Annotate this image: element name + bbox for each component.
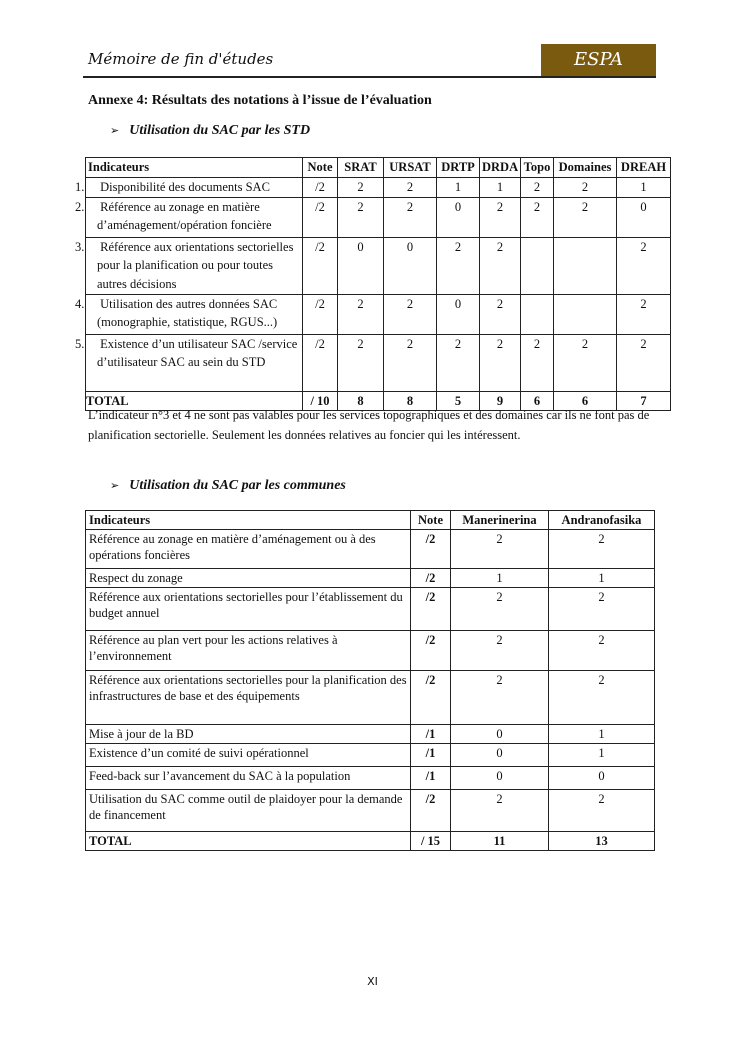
- score-cell: 1: [549, 725, 655, 744]
- score-cell: 2: [384, 294, 437, 334]
- score-cell: 5: [437, 391, 480, 411]
- item-number: 2.: [75, 199, 85, 214]
- score-cell: 2: [521, 334, 554, 391]
- score-cell: 2: [521, 197, 554, 237]
- score-cell: 2: [554, 177, 617, 197]
- table-header-row: [86, 158, 671, 178]
- score-cell: 2: [480, 334, 521, 391]
- score-cell: 0: [451, 744, 549, 767]
- score-cell: 2: [338, 177, 384, 197]
- table-header-row: [86, 511, 655, 530]
- arrow-bullet-icon: ➢: [110, 125, 120, 137]
- column-header: Note: [411, 511, 451, 530]
- indicator-label: Feed-back sur l’avancement du SAC à la population: [86, 767, 411, 790]
- score-cell: 2: [451, 790, 549, 832]
- note-cell: /1: [411, 767, 451, 790]
- table-row: [86, 790, 655, 832]
- column-header: SRAT: [338, 158, 384, 178]
- score-cell: 6: [521, 391, 554, 411]
- table-row: [86, 334, 671, 391]
- score-cell: 7: [617, 391, 671, 411]
- score-cell: 2: [480, 237, 521, 294]
- column-header: Note: [303, 158, 338, 178]
- table-row: [86, 197, 671, 237]
- indicator-label: Mise à jour de la BD: [86, 725, 411, 744]
- indicator-label: TOTAL: [86, 391, 303, 411]
- score-cell: 2: [451, 631, 549, 671]
- column-header: Topo: [521, 158, 554, 178]
- score-cell: 2: [384, 197, 437, 237]
- note-cell: /2: [303, 334, 338, 391]
- note-cell: /2: [303, 294, 338, 334]
- section2-heading-text: Utilisation du SAC par les communes: [129, 478, 346, 493]
- score-cell: 2: [549, 671, 655, 725]
- indicator-label: TOTAL: [86, 832, 411, 851]
- indicator-label: Référence aux orientations sectorielles pour la planification des infrastructures de base et des équipements: [86, 671, 411, 725]
- indicator-label: Existence d’un comité de suivi opérationnel: [86, 744, 411, 767]
- indicator-label: Utilisation du SAC comme outil de plaidoyer pour la demande de financement: [86, 790, 411, 832]
- header-badge: ESPA: [541, 44, 656, 76]
- score-cell: [521, 294, 554, 334]
- score-cell: 8: [338, 391, 384, 411]
- document-header-title: Mémoire de fin d'études: [88, 50, 274, 68]
- score-cell: 2: [549, 530, 655, 569]
- section2-heading: [110, 478, 346, 494]
- table-row: [86, 767, 655, 790]
- score-cell: 1: [617, 177, 671, 197]
- item-text: Référence au zonage en matière d’aménagement/opération foncière: [97, 199, 272, 232]
- score-cell: 2: [549, 588, 655, 631]
- note-cell: /2: [303, 237, 338, 294]
- score-cell: 2: [451, 671, 549, 725]
- table-row: [86, 671, 655, 725]
- column-header: DREAH: [617, 158, 671, 178]
- score-cell: 2: [480, 294, 521, 334]
- indicator-label: [75, 334, 303, 391]
- score-cell: 2: [437, 334, 480, 391]
- table-row: [86, 744, 655, 767]
- table-row: [86, 237, 671, 294]
- column-header: DRDA: [480, 158, 521, 178]
- item-text: Existence d’un utilisateur SAC /service d’utilisateur SAC au sein du STD: [97, 336, 298, 369]
- score-cell: 2: [437, 237, 480, 294]
- score-cell: 2: [554, 197, 617, 237]
- score-cell: 0: [338, 237, 384, 294]
- item-number: 5.: [75, 336, 85, 351]
- score-cell: 2: [549, 631, 655, 671]
- score-cell: 2: [617, 334, 671, 391]
- total-row: [86, 832, 655, 851]
- note-cell: /2: [303, 177, 338, 197]
- item-number: 3.: [75, 239, 85, 254]
- note-cell: /1: [411, 744, 451, 767]
- indicator-label: Référence aux orientations sectorielles pour l’établissement du budget annuel: [86, 588, 411, 631]
- note-cell: /1: [411, 725, 451, 744]
- score-cell: 2: [338, 197, 384, 237]
- section1-heading: [110, 123, 310, 139]
- score-cell: 2: [617, 237, 671, 294]
- score-cell: 2: [384, 334, 437, 391]
- table-row: [86, 588, 655, 631]
- score-cell: 6: [554, 391, 617, 411]
- indicator-label: [75, 294, 303, 334]
- std-results-table: [75, 157, 671, 411]
- score-cell: 0: [451, 725, 549, 744]
- column-header: Manerinerina: [451, 511, 549, 530]
- score-cell: 2: [480, 197, 521, 237]
- table-row: [86, 530, 655, 569]
- column-header: Indicateurs: [86, 511, 411, 530]
- score-cell: 1: [549, 569, 655, 588]
- score-cell: [521, 237, 554, 294]
- score-cell: 2: [451, 530, 549, 569]
- score-cell: 1: [480, 177, 521, 197]
- section1-heading-text: Utilisation du SAC par les STD: [129, 123, 311, 138]
- indicator-label: [75, 177, 303, 197]
- column-header: Andranofasika: [549, 511, 655, 530]
- note-cell: /2: [411, 569, 451, 588]
- score-cell: [554, 294, 617, 334]
- item-number: 4.: [75, 296, 85, 311]
- communes-results-table: [85, 510, 655, 851]
- score-cell: 2: [451, 588, 549, 631]
- score-cell: 2: [617, 294, 671, 334]
- arrow-bullet-icon: ➢: [110, 480, 120, 492]
- score-cell: 2: [338, 294, 384, 334]
- note-cell: /2: [411, 671, 451, 725]
- table-row: [86, 294, 671, 334]
- score-cell: 13: [549, 832, 655, 851]
- note-cell: /2: [411, 631, 451, 671]
- score-cell: 2: [554, 334, 617, 391]
- note-cell: /2: [303, 197, 338, 237]
- score-cell: 2: [338, 334, 384, 391]
- score-cell: 9: [480, 391, 521, 411]
- item-text: Utilisation des autres données SAC (monographie, statistique, RGUS...): [97, 296, 278, 329]
- score-cell: [554, 237, 617, 294]
- note-cell: / 10: [303, 391, 338, 411]
- note-cell: /2: [411, 790, 451, 832]
- score-cell: 2: [549, 790, 655, 832]
- column-header: Domaines: [554, 158, 617, 178]
- table-row: [86, 631, 655, 671]
- column-header: DRTP: [437, 158, 480, 178]
- note-cell: /2: [411, 588, 451, 631]
- score-cell: 0: [451, 767, 549, 790]
- section1-note: L’indicateur n°3 et 4 ne sont pas valables pour les services topographiques et des domaines car ils ne font pas de planification sectorielle. Seulement les données relatives au foncier qui les intéressent.: [88, 408, 650, 442]
- score-cell: 1: [451, 569, 549, 588]
- score-cell: 1: [437, 177, 480, 197]
- score-cell: 2: [521, 177, 554, 197]
- indicator-label: [75, 237, 303, 294]
- score-cell: 2: [384, 177, 437, 197]
- score-cell: 0: [617, 197, 671, 237]
- table-row: [86, 177, 671, 197]
- indicator-label: Référence au plan vert pour les actions relatives à l’environnement: [86, 631, 411, 671]
- score-cell: 0: [549, 767, 655, 790]
- indicator-label: [75, 197, 303, 237]
- item-text: Référence aux orientations sectorielles pour la planification ou pour toutes autres décisions: [97, 239, 294, 291]
- score-cell: 8: [384, 391, 437, 411]
- header-divider: [83, 76, 656, 78]
- indicator-label: Référence au zonage en matière d’aménagement ou à des opérations foncières: [86, 530, 411, 569]
- item-number: 1.: [75, 179, 85, 194]
- score-cell: 0: [437, 294, 480, 334]
- note-cell: /2: [411, 530, 451, 569]
- score-cell: 0: [437, 197, 480, 237]
- indicator-label: Respect du zonage: [86, 569, 411, 588]
- table-row: [86, 725, 655, 744]
- column-header: URSAT: [384, 158, 437, 178]
- annex-title: Annexe 4: Résultats des notations à l’issue de l’évaluation: [88, 93, 432, 108]
- column-header: Indicateurs: [86, 158, 303, 178]
- score-cell: 11: [451, 832, 549, 851]
- note-cell: / 15: [411, 832, 451, 851]
- score-cell: 0: [384, 237, 437, 294]
- page-number: XI: [367, 975, 378, 988]
- table-row: [86, 569, 655, 588]
- item-text: Disponibilité des documents SAC: [97, 179, 270, 194]
- score-cell: 1: [549, 744, 655, 767]
